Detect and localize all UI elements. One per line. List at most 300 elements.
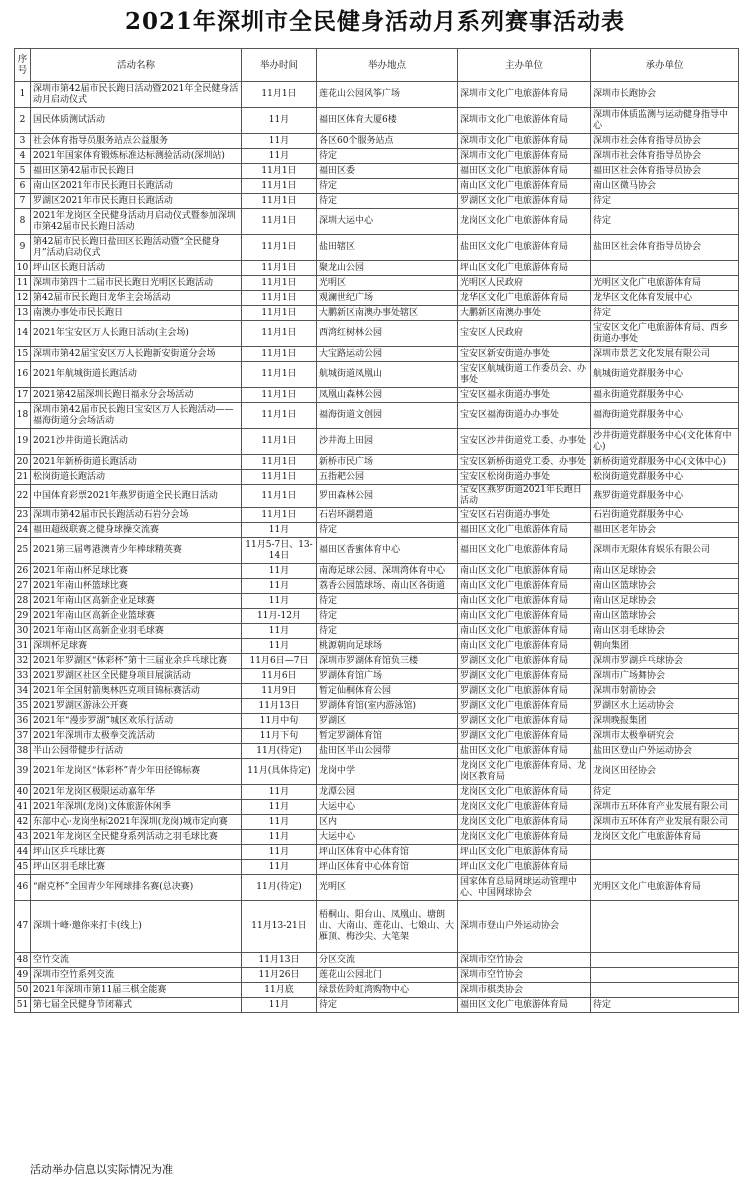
activity-name: 半山公园带健步行活动 xyxy=(31,744,242,759)
event-time: 11月 xyxy=(242,149,317,164)
event-time: 11月1日 xyxy=(242,508,317,523)
row-number: 50 xyxy=(15,983,31,998)
host-unit: 龙岗区文化广电旅游体育局、龙岗区教育局 xyxy=(458,759,591,785)
activity-name: 坪山区乒乓球比赛 xyxy=(31,845,242,860)
table-row xyxy=(15,291,739,306)
event-place: 西湾红树林公园 xyxy=(317,321,458,347)
host-unit: 南山区文化广电旅游体育局 xyxy=(458,594,591,609)
activity-name: 中国体育彩票2021年燕罗街道全民长跑日活动 xyxy=(31,485,242,508)
event-place: 新桥市民广场 xyxy=(317,455,458,470)
table-row xyxy=(15,968,739,983)
event-place: 盐田辖区 xyxy=(317,235,458,261)
host-unit: 坪山区文化广电旅游体育局 xyxy=(458,261,591,276)
table-row xyxy=(15,845,739,860)
event-time: 11月1日 xyxy=(242,261,317,276)
activity-name: 2021年新桥街道长跑活动 xyxy=(31,455,242,470)
row-number: 15 xyxy=(15,347,31,362)
row-number: 49 xyxy=(15,968,31,983)
event-place: 待定 xyxy=(317,998,458,1013)
row-number: 38 xyxy=(15,744,31,759)
host-unit: 深圳市文化广电旅游体育局 xyxy=(458,82,591,108)
activity-name: 2021年全国射箭奥林匹克项目锦标赛活动 xyxy=(31,684,242,699)
host-unit: 宝安区新安街道办事处 xyxy=(458,347,591,362)
event-time: 11月 xyxy=(242,108,317,134)
event-place: 桃源朝向足球场 xyxy=(317,639,458,654)
event-time: 11月1日 xyxy=(242,485,317,508)
row-number: 11 xyxy=(15,276,31,291)
organizer-unit xyxy=(591,953,739,968)
event-place: 沙井海上田园 xyxy=(317,429,458,455)
organizer-unit: 龙岗区文化广电旅游体育局 xyxy=(591,830,739,845)
organizer-unit: 朝向集团 xyxy=(591,639,739,654)
table-row xyxy=(15,164,739,179)
organizer-unit xyxy=(591,860,739,875)
organizer-unit: 深圳市罗湖乒乓球协会 xyxy=(591,654,739,669)
host-unit: 罗湖区文化广电旅游体育局 xyxy=(458,699,591,714)
organizer-unit xyxy=(591,983,739,998)
event-place: 罗湖体育馆(室内游泳馆) xyxy=(317,699,458,714)
row-number: 21 xyxy=(15,470,31,485)
event-time: 11月(具体待定) xyxy=(242,759,317,785)
row-number: 7 xyxy=(15,194,31,209)
organizer-unit: 深圳市五环体育产业发展有限公司 xyxy=(591,815,739,830)
host-unit: 国家体育总局网球运动管理中心、中国网球协会 xyxy=(458,875,591,901)
host-unit: 大鹏新区南澳办事处 xyxy=(458,306,591,321)
row-number: 14 xyxy=(15,321,31,347)
activity-name: 坪山区羽毛球比赛 xyxy=(31,860,242,875)
col-header-name: 活动名称 xyxy=(31,49,242,82)
row-number: 43 xyxy=(15,830,31,845)
host-unit: 福田区文化广电旅游体育局 xyxy=(458,998,591,1013)
activity-name: 2021年深圳市太极拳交流活动 xyxy=(31,729,242,744)
event-time: 11月 xyxy=(242,134,317,149)
activity-name: 2021年罗湖区“体彩杯”第十三届业余乒乓球比赛 xyxy=(31,654,242,669)
host-unit: 福田区文化广电旅游体育局 xyxy=(458,538,591,564)
organizer-unit: 深圳市体质监测与运动健身指导中心 xyxy=(591,108,739,134)
organizer-unit: 南山区足球协会 xyxy=(591,594,739,609)
table-row xyxy=(15,508,739,523)
row-number: 2 xyxy=(15,108,31,134)
event-time: 11月1日 xyxy=(242,429,317,455)
organizer-unit: 沙井街道党群服务中心(文化体育中心) xyxy=(591,429,739,455)
row-number: 45 xyxy=(15,860,31,875)
organizer-unit: 南山区足球协会 xyxy=(591,564,739,579)
table-row xyxy=(15,983,739,998)
host-unit: 宝安区人民政府 xyxy=(458,321,591,347)
table-row xyxy=(15,654,739,669)
event-place: 各区60个服务站点 xyxy=(317,134,458,149)
organizer-unit: 罗湖区水上运动协会 xyxy=(591,699,739,714)
activity-name: 社会体育指导员服务站点公益服务 xyxy=(31,134,242,149)
table-row xyxy=(15,209,739,235)
organizer-unit: 待定 xyxy=(591,998,739,1013)
activity-name: 第七届全民健身节闭幕式 xyxy=(31,998,242,1013)
host-unit: 深圳市文化广电旅游体育局 xyxy=(458,134,591,149)
table-row xyxy=(15,800,739,815)
event-place: 绿景佐阾虹湾购物中心 xyxy=(317,983,458,998)
organizer-unit: 福田区老年协会 xyxy=(591,523,739,538)
organizer-unit: 南山区羽毛球协会 xyxy=(591,624,739,639)
row-number: 36 xyxy=(15,714,31,729)
table-row xyxy=(15,953,739,968)
event-time: 11月1日 xyxy=(242,194,317,209)
event-time: 11月1日 xyxy=(242,470,317,485)
host-unit: 深圳市棋类协会 xyxy=(458,983,591,998)
activity-name: 2021年“漫步罗湖”城区欢乐行活动 xyxy=(31,714,242,729)
activity-name: 2021年南山区高新企业羽毛球赛 xyxy=(31,624,242,639)
event-place: 分区交流 xyxy=(317,953,458,968)
host-unit: 宝安区福海街道办办事处 xyxy=(458,403,591,429)
organizer-unit xyxy=(591,261,739,276)
row-number: 26 xyxy=(15,564,31,579)
organizer-unit xyxy=(591,845,739,860)
host-unit: 南山区文化广电旅游体育局 xyxy=(458,609,591,624)
activity-name: 2021年宝安区万人长跑日活动(主会场) xyxy=(31,321,242,347)
row-number: 22 xyxy=(15,485,31,508)
organizer-unit xyxy=(591,968,739,983)
host-unit: 坪山区文化广电旅游体育局 xyxy=(458,860,591,875)
row-number: 27 xyxy=(15,579,31,594)
page-title: 2021年深圳市全民健身活动月系列赛事活动表 xyxy=(124,8,625,35)
host-unit: 深圳市文化广电旅游体育局 xyxy=(458,149,591,164)
host-unit: 深圳市登山户外运动协会 xyxy=(458,901,591,953)
event-place: 暂定罗湖体育馆 xyxy=(317,729,458,744)
activity-name: 2021年龙岗区全民健身活动月启动仪式暨参加深圳市第42届市民长跑日活动 xyxy=(31,209,242,235)
event-time: 11月6日—7日 xyxy=(242,654,317,669)
table-row xyxy=(15,579,739,594)
header-row xyxy=(15,49,739,82)
event-time: 11月13-21日 xyxy=(242,901,317,953)
row-number: 37 xyxy=(15,729,31,744)
row-number: 31 xyxy=(15,639,31,654)
activity-name: 南山区2021年市民长跑日长跑活动 xyxy=(31,179,242,194)
event-time: 11月下旬 xyxy=(242,729,317,744)
event-time: 11月1日 xyxy=(242,455,317,470)
host-unit: 宝安区新桥街道党工委、办事处 xyxy=(458,455,591,470)
event-place: 福田区香蜜体育中心 xyxy=(317,538,458,564)
activity-name: 2021罗湖区社区全民健身项目展演活动 xyxy=(31,669,242,684)
organizer-unit: 光明区文化广电旅游体育局 xyxy=(591,276,739,291)
activity-name: 南澳办事处市民长跑日 xyxy=(31,306,242,321)
row-number: 39 xyxy=(15,759,31,785)
event-time: 11月1日 xyxy=(242,179,317,194)
table-row xyxy=(15,744,739,759)
event-place: 待定 xyxy=(317,609,458,624)
event-place: 龙潭公园 xyxy=(317,785,458,800)
host-unit: 罗湖区文化广电旅游体育局 xyxy=(458,714,591,729)
row-number: 35 xyxy=(15,699,31,714)
row-number: 25 xyxy=(15,538,31,564)
host-unit: 罗湖区文化广电旅游体育局 xyxy=(458,684,591,699)
event-place: 大鹏新区南澳办事处辖区 xyxy=(317,306,458,321)
event-time: 11月1日 xyxy=(242,362,317,388)
activity-name: 松岗街道长跑活动 xyxy=(31,470,242,485)
event-place: 南海足球公园、深圳湾体育中心 xyxy=(317,564,458,579)
row-number: 13 xyxy=(15,306,31,321)
event-place: 荔香公园篮球场、南山区各街道 xyxy=(317,579,458,594)
organizer-unit: 福永街道党群服务中心 xyxy=(591,388,739,403)
row-number: 32 xyxy=(15,654,31,669)
activity-name: “耐克杯”全国青少年网球排名赛(总决赛) xyxy=(31,875,242,901)
table-row xyxy=(15,179,739,194)
row-number: 5 xyxy=(15,164,31,179)
organizer-unit: 深圳市广场舞协会 xyxy=(591,669,739,684)
host-unit: 南山区文化广电旅游体育局 xyxy=(458,564,591,579)
event-time: 11月(待定) xyxy=(242,875,317,901)
table-row xyxy=(15,759,739,785)
host-unit: 宝安区沙井街道党工委、办事处 xyxy=(458,429,591,455)
row-number: 46 xyxy=(15,875,31,901)
organizer-unit xyxy=(591,901,739,953)
event-time: 11月 xyxy=(242,523,317,538)
host-unit: 宝安区松岗街道办事处 xyxy=(458,470,591,485)
table-row xyxy=(15,538,739,564)
event-time: 11月 xyxy=(242,998,317,1013)
event-time: 11月 xyxy=(242,830,317,845)
host-unit: 盐田区文化广电旅游体育局 xyxy=(458,235,591,261)
host-unit: 福田区文化广电旅游体育局 xyxy=(458,164,591,179)
table-row xyxy=(15,108,739,134)
table-row xyxy=(15,523,739,538)
event-time: 11月1日 xyxy=(242,347,317,362)
organizer-unit: 龙华区文化体育发展中心 xyxy=(591,291,739,306)
event-place: 大运中心 xyxy=(317,800,458,815)
activity-name: 2021年深圳市第11届三棋全能赛 xyxy=(31,983,242,998)
row-number: 4 xyxy=(15,149,31,164)
host-unit: 龙岗区文化广电旅游体育局 xyxy=(458,800,591,815)
activity-name: 2021沙井街道长跑活动 xyxy=(31,429,242,455)
row-number: 42 xyxy=(15,815,31,830)
event-time: 11月 xyxy=(242,579,317,594)
activity-name: 2021年南山杯篮球比赛 xyxy=(31,579,242,594)
organizer-unit: 待定 xyxy=(591,209,739,235)
event-place: 待定 xyxy=(317,149,458,164)
event-place: 区内 xyxy=(317,815,458,830)
activity-name: 2021年南山杯足球比赛 xyxy=(31,564,242,579)
event-place: 石岩环湖碧道 xyxy=(317,508,458,523)
event-place: 大运中心 xyxy=(317,830,458,845)
row-number: 8 xyxy=(15,209,31,235)
table-row xyxy=(15,82,739,108)
event-time: 11月13日 xyxy=(242,699,317,714)
event-place: 光明区 xyxy=(317,276,458,291)
table-row xyxy=(15,875,739,901)
organizer-unit: 南山区篮球协会 xyxy=(591,609,739,624)
host-unit: 南山区文化广电旅游体育局 xyxy=(458,179,591,194)
row-number: 19 xyxy=(15,429,31,455)
organizer-unit: 盐田区社会体育指导员协会 xyxy=(591,235,739,261)
table-row xyxy=(15,455,739,470)
event-time: 11月 xyxy=(242,800,317,815)
table-row xyxy=(15,998,739,1013)
table-row xyxy=(15,194,739,209)
table-row xyxy=(15,470,739,485)
activity-name: 福田区第42届市民长跑日 xyxy=(31,164,242,179)
event-place: 航城街道凤凰山 xyxy=(317,362,458,388)
event-place: 福田区委 xyxy=(317,164,458,179)
row-number: 10 xyxy=(15,261,31,276)
event-place: 梧桐山、阳台山、凤凰山、塘朗山、大南山、莲花山、七娘山、大雁顶、梅沙尖、大笔架 xyxy=(317,901,458,953)
activity-name: 2021年南山区高新企业足球赛 xyxy=(31,594,242,609)
table-row xyxy=(15,362,739,388)
table-row xyxy=(15,235,739,261)
row-number: 33 xyxy=(15,669,31,684)
table-row xyxy=(15,276,739,291)
row-number: 28 xyxy=(15,594,31,609)
table-row xyxy=(15,669,739,684)
event-place: 坪山区体育中心体育馆 xyxy=(317,845,458,860)
row-number: 9 xyxy=(15,235,31,261)
row-number: 47 xyxy=(15,901,31,953)
host-unit: 盐田区文化广电旅游体育局 xyxy=(458,744,591,759)
table-row xyxy=(15,429,739,455)
event-time: 11月1日 xyxy=(242,388,317,403)
organizer-unit: 新桥街道党群服务中心(文体中心) xyxy=(591,455,739,470)
row-number: 6 xyxy=(15,179,31,194)
host-unit: 深圳市文化广电旅游体育局 xyxy=(458,108,591,134)
organizer-unit: 深圳市社会体育指导员协会 xyxy=(591,134,739,149)
host-unit: 龙华区文化广电旅游体育局 xyxy=(458,291,591,306)
activity-name: 深圳市第42届市民长跑活动石岩分会场 xyxy=(31,508,242,523)
event-place: 罗湖区 xyxy=(317,714,458,729)
event-place: 深圳大运中心 xyxy=(317,209,458,235)
activity-name: 坪山区长跑日活动 xyxy=(31,261,242,276)
event-place: 暂定仙桐体育公园 xyxy=(317,684,458,699)
host-unit: 罗湖区文化广电旅游体育局 xyxy=(458,729,591,744)
event-time: 11月中旬 xyxy=(242,714,317,729)
table-row xyxy=(15,785,739,800)
col-header-host: 主办单位 xyxy=(458,49,591,82)
organizer-unit: 待定 xyxy=(591,194,739,209)
activity-name: 2021罗湖区游泳公开赛 xyxy=(31,699,242,714)
event-time: 11月1日 xyxy=(242,291,317,306)
row-number: 30 xyxy=(15,624,31,639)
table-row xyxy=(15,714,739,729)
activity-name: 第42届市民长跑日龙华主会场活动 xyxy=(31,291,242,306)
host-unit: 罗湖区文化广电旅游体育局 xyxy=(458,669,591,684)
event-time: 11月1日 xyxy=(242,321,317,347)
event-time: 11月1日 xyxy=(242,235,317,261)
row-number: 48 xyxy=(15,953,31,968)
event-time: 11月1日 xyxy=(242,403,317,429)
row-number: 3 xyxy=(15,134,31,149)
event-place: 凤凰山森林公园 xyxy=(317,388,458,403)
event-time: 11月9日 xyxy=(242,684,317,699)
host-unit: 宝安区石岩街道办事处 xyxy=(458,508,591,523)
event-place: 罗湖体育馆广场 xyxy=(317,669,458,684)
event-time: 11月 xyxy=(242,594,317,609)
host-unit: 宝安区燕罗街道2021年长跑日活动 xyxy=(458,485,591,508)
activity-name: 2021年航城街道长跑活动 xyxy=(31,362,242,388)
host-unit: 龙岗区文化广电旅游体育局 xyxy=(458,209,591,235)
row-number: 18 xyxy=(15,403,31,429)
table-row xyxy=(15,699,739,714)
col-header-time: 举办时间 xyxy=(242,49,317,82)
host-unit: 宝安区福永街道办事处 xyxy=(458,388,591,403)
event-time: 11月 xyxy=(242,564,317,579)
event-time: 11月1日 xyxy=(242,276,317,291)
activity-name: 第42届市民长跑日盐田区长跑活动暨“全民健身月”活动启动仪式 xyxy=(31,235,242,261)
event-time: 11月26日 xyxy=(242,968,317,983)
host-unit: 南山区文化广电旅游体育局 xyxy=(458,579,591,594)
activity-name: 2021年国家体育锻炼标准达标测验活动(深圳站) xyxy=(31,149,242,164)
activity-name: 2021第三届粤港澳青少年棒球精英赛 xyxy=(31,538,242,564)
event-place: 坪山区体育中心体育馆 xyxy=(317,860,458,875)
organizer-unit: 深圳市太极拳研究会 xyxy=(591,729,739,744)
event-time: 11月底 xyxy=(242,983,317,998)
event-place: 龙岗中学 xyxy=(317,759,458,785)
event-time: 11月 xyxy=(242,860,317,875)
activity-name: 深圳市第42届市民长跑日宝安区万人长跑活动——福海街道分会场活动 xyxy=(31,403,242,429)
event-time: 11月 xyxy=(242,624,317,639)
row-number: 34 xyxy=(15,684,31,699)
organizer-unit: 南山区微马协会 xyxy=(591,179,739,194)
activity-name: 2021年龙岗区“体彩杯”青少年田径锦标赛 xyxy=(31,759,242,785)
row-number: 51 xyxy=(15,998,31,1013)
activity-name: 2021年龙岗区全民健身系列活动之羽毛球比赛 xyxy=(31,830,242,845)
row-number: 23 xyxy=(15,508,31,523)
activity-name: 国民体质测试活动 xyxy=(31,108,242,134)
row-number: 20 xyxy=(15,455,31,470)
event-time: 11月5-7日、13-14日 xyxy=(242,538,317,564)
organizer-unit: 深圳市无限体育娱乐有限公司 xyxy=(591,538,739,564)
event-place: 待定 xyxy=(317,523,458,538)
activity-name: 2021年南山区高新企业篮球赛 xyxy=(31,609,242,624)
organizer-unit: 深圳市景艺文化发展有限公司 xyxy=(591,347,739,362)
table-row xyxy=(15,594,739,609)
event-place: 待定 xyxy=(317,594,458,609)
event-place: 待定 xyxy=(317,624,458,639)
event-time: 11月1日 xyxy=(242,82,317,108)
table-row xyxy=(15,306,739,321)
host-unit: 宝安区航城街道工作委员会、办事处 xyxy=(458,362,591,388)
col-header-place: 举办地点 xyxy=(317,49,458,82)
event-place: 待定 xyxy=(317,179,458,194)
table-row xyxy=(15,901,739,953)
event-time: 11月-12月 xyxy=(242,609,317,624)
table-row xyxy=(15,684,739,699)
event-time: 11月 xyxy=(242,815,317,830)
event-time: 11月(待定) xyxy=(242,744,317,759)
table-row xyxy=(15,347,739,362)
event-time: 11月1日 xyxy=(242,164,317,179)
activity-name: 福田超级联赛之健身球操交流赛 xyxy=(31,523,242,538)
row-number: 24 xyxy=(15,523,31,538)
event-place: 盐田区半山公园带 xyxy=(317,744,458,759)
table-row xyxy=(15,815,739,830)
table-row xyxy=(15,321,739,347)
table-row xyxy=(15,860,739,875)
table-row xyxy=(15,609,739,624)
host-unit: 深圳市空竹协会 xyxy=(458,968,591,983)
event-place: 待定 xyxy=(317,194,458,209)
activity-name: 深圳市第42届宝安区万人长跑新安街道分会场 xyxy=(31,347,242,362)
event-place: 聚龙山公园 xyxy=(317,261,458,276)
organizer-unit: 深圳市长跑协会 xyxy=(591,82,739,108)
col-header-organizer: 承办单位 xyxy=(591,49,739,82)
organizer-unit: 待定 xyxy=(591,306,739,321)
row-number: 40 xyxy=(15,785,31,800)
col-header-no: 序号 xyxy=(15,49,31,82)
activity-name: 2021年深圳(龙岗)文体旅游休闲季 xyxy=(31,800,242,815)
table-row xyxy=(15,564,739,579)
table-row xyxy=(15,388,739,403)
activity-name: 深圳市第42届市民长跑日活动暨2021年全民健身活动月启动仪式 xyxy=(31,82,242,108)
organizer-unit: 航城街道党群服务中心 xyxy=(591,362,739,388)
activity-name: 2021第42届深圳长跑日福永分会场活动 xyxy=(31,388,242,403)
table-row xyxy=(15,624,739,639)
host-unit: 龙岗区文化广电旅游体育局 xyxy=(458,785,591,800)
